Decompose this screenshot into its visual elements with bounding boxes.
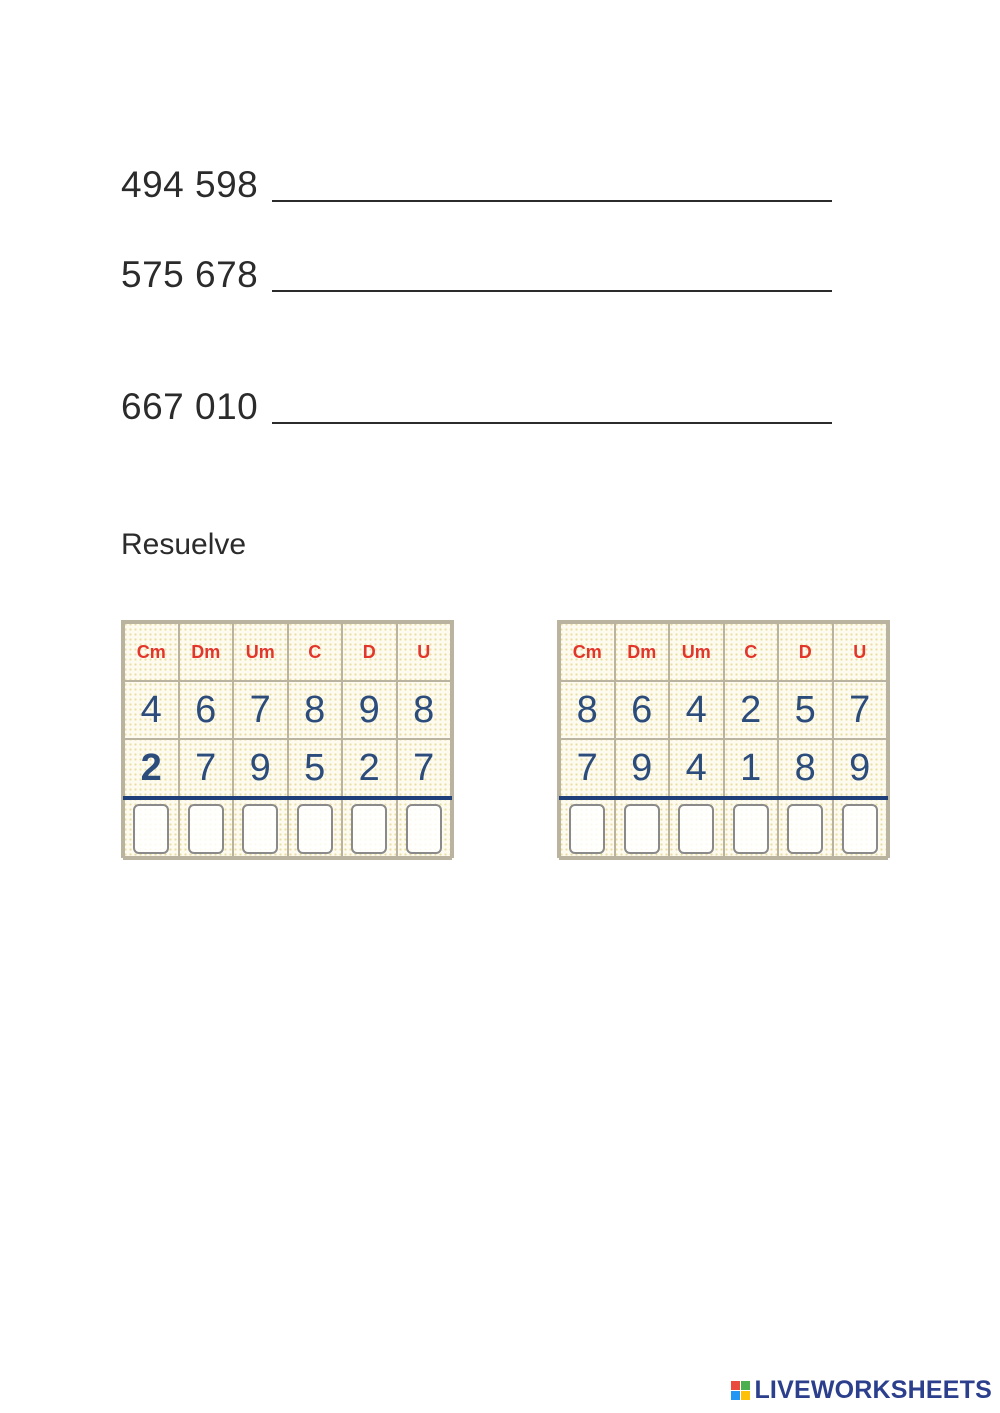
instruction-text: Resuelve: [121, 528, 247, 561]
result-cell: [833, 798, 888, 859]
result-cell: [233, 798, 288, 859]
result-row: [560, 798, 887, 859]
digit-cell: 9: [342, 681, 397, 739]
result-input-c[interactable]: [297, 804, 333, 854]
result-input-c[interactable]: [733, 804, 769, 854]
place-value-grid-2: [557, 620, 890, 858]
exercise-number: 494 598: [121, 164, 259, 205]
digit-cell: 5: [288, 739, 343, 798]
result-cell: [669, 798, 724, 859]
header-cell: C: [724, 623, 779, 681]
addend-row-2: [560, 739, 887, 798]
result-input-d[interactable]: [351, 804, 387, 854]
header-cell: U: [833, 623, 888, 681]
result-cell: [778, 798, 833, 859]
result-input-u[interactable]: [842, 804, 878, 854]
addend-row-1: [124, 681, 451, 739]
digit-cell: 7: [833, 681, 888, 739]
digit-cell: 7: [179, 739, 234, 798]
digit-cell: 6: [179, 681, 234, 739]
digit-cell: 1: [724, 739, 779, 798]
digit-cell: 7: [560, 739, 615, 798]
digit-cell: 2: [124, 739, 179, 798]
result-cell: [560, 798, 615, 859]
digit-cell: 8: [397, 681, 452, 739]
result-cell: [397, 798, 452, 859]
result-input-cm[interactable]: [569, 804, 605, 854]
digit-cell: 6: [615, 681, 670, 739]
addend-row-1: [560, 681, 887, 739]
exercise-number: 575 678: [121, 254, 259, 295]
digit-cell: 7: [233, 681, 288, 739]
result-cell: [342, 798, 397, 859]
digit-cell: 8: [778, 739, 833, 798]
exercise-row-3: [121, 385, 832, 429]
digit-cell: 9: [615, 739, 670, 798]
place-value-table: [123, 622, 452, 860]
digit-cell: 4: [124, 681, 179, 739]
answer-input-2[interactable]: [272, 254, 832, 292]
result-input-dm[interactable]: [188, 804, 224, 854]
header-cell: U: [397, 623, 452, 681]
digit-cell: 7: [397, 739, 452, 798]
header-row: [560, 623, 887, 681]
digit-cell: 9: [833, 739, 888, 798]
digit-cell: 9: [233, 739, 288, 798]
result-cell: [288, 798, 343, 859]
result-cell: [179, 798, 234, 859]
place-value-table: [559, 622, 888, 860]
result-input-dm[interactable]: [624, 804, 660, 854]
header-cell: Um: [669, 623, 724, 681]
result-input-cm[interactable]: [133, 804, 169, 854]
result-input-um[interactable]: [242, 804, 278, 854]
digit-cell: 8: [560, 681, 615, 739]
header-cell: C: [288, 623, 343, 681]
result-cell: [615, 798, 670, 859]
liveworksheets-brand: [731, 1376, 992, 1405]
digit-cell: 4: [669, 739, 724, 798]
result-input-um[interactable]: [678, 804, 714, 854]
brand-name: LIVEWORKSHEETS: [754, 1376, 992, 1404]
header-row: [124, 623, 451, 681]
header-cell: Cm: [560, 623, 615, 681]
digit-cell: 4: [669, 681, 724, 739]
header-cell: D: [778, 623, 833, 681]
header-cell: Um: [233, 623, 288, 681]
logo-square: [741, 1381, 750, 1390]
digit-cell: 5: [778, 681, 833, 739]
place-value-grid-1: [121, 620, 454, 858]
answer-input-1[interactable]: [272, 164, 832, 202]
result-cell: [124, 798, 179, 859]
exercise-row-1: [121, 163, 832, 207]
addend-row-2: [124, 739, 451, 798]
exercise-number: 667 010: [121, 386, 259, 427]
header-cell: Dm: [615, 623, 670, 681]
digit-cell: 2: [342, 739, 397, 798]
digit-cell: 8: [288, 681, 343, 739]
header-cell: Dm: [179, 623, 234, 681]
header-cell: Cm: [124, 623, 179, 681]
header-cell: D: [342, 623, 397, 681]
digit-cell: 2: [724, 681, 779, 739]
exercise-row-2: [121, 253, 832, 297]
result-input-u[interactable]: [406, 804, 442, 854]
logo-square: [741, 1391, 750, 1400]
result-cell: [724, 798, 779, 859]
answer-input-3[interactable]: [272, 386, 832, 424]
liveworksheets-logo-icon: [731, 1381, 750, 1400]
logo-square: [731, 1381, 740, 1390]
logo-square: [731, 1391, 740, 1400]
result-row: [124, 798, 451, 859]
result-input-d[interactable]: [787, 804, 823, 854]
